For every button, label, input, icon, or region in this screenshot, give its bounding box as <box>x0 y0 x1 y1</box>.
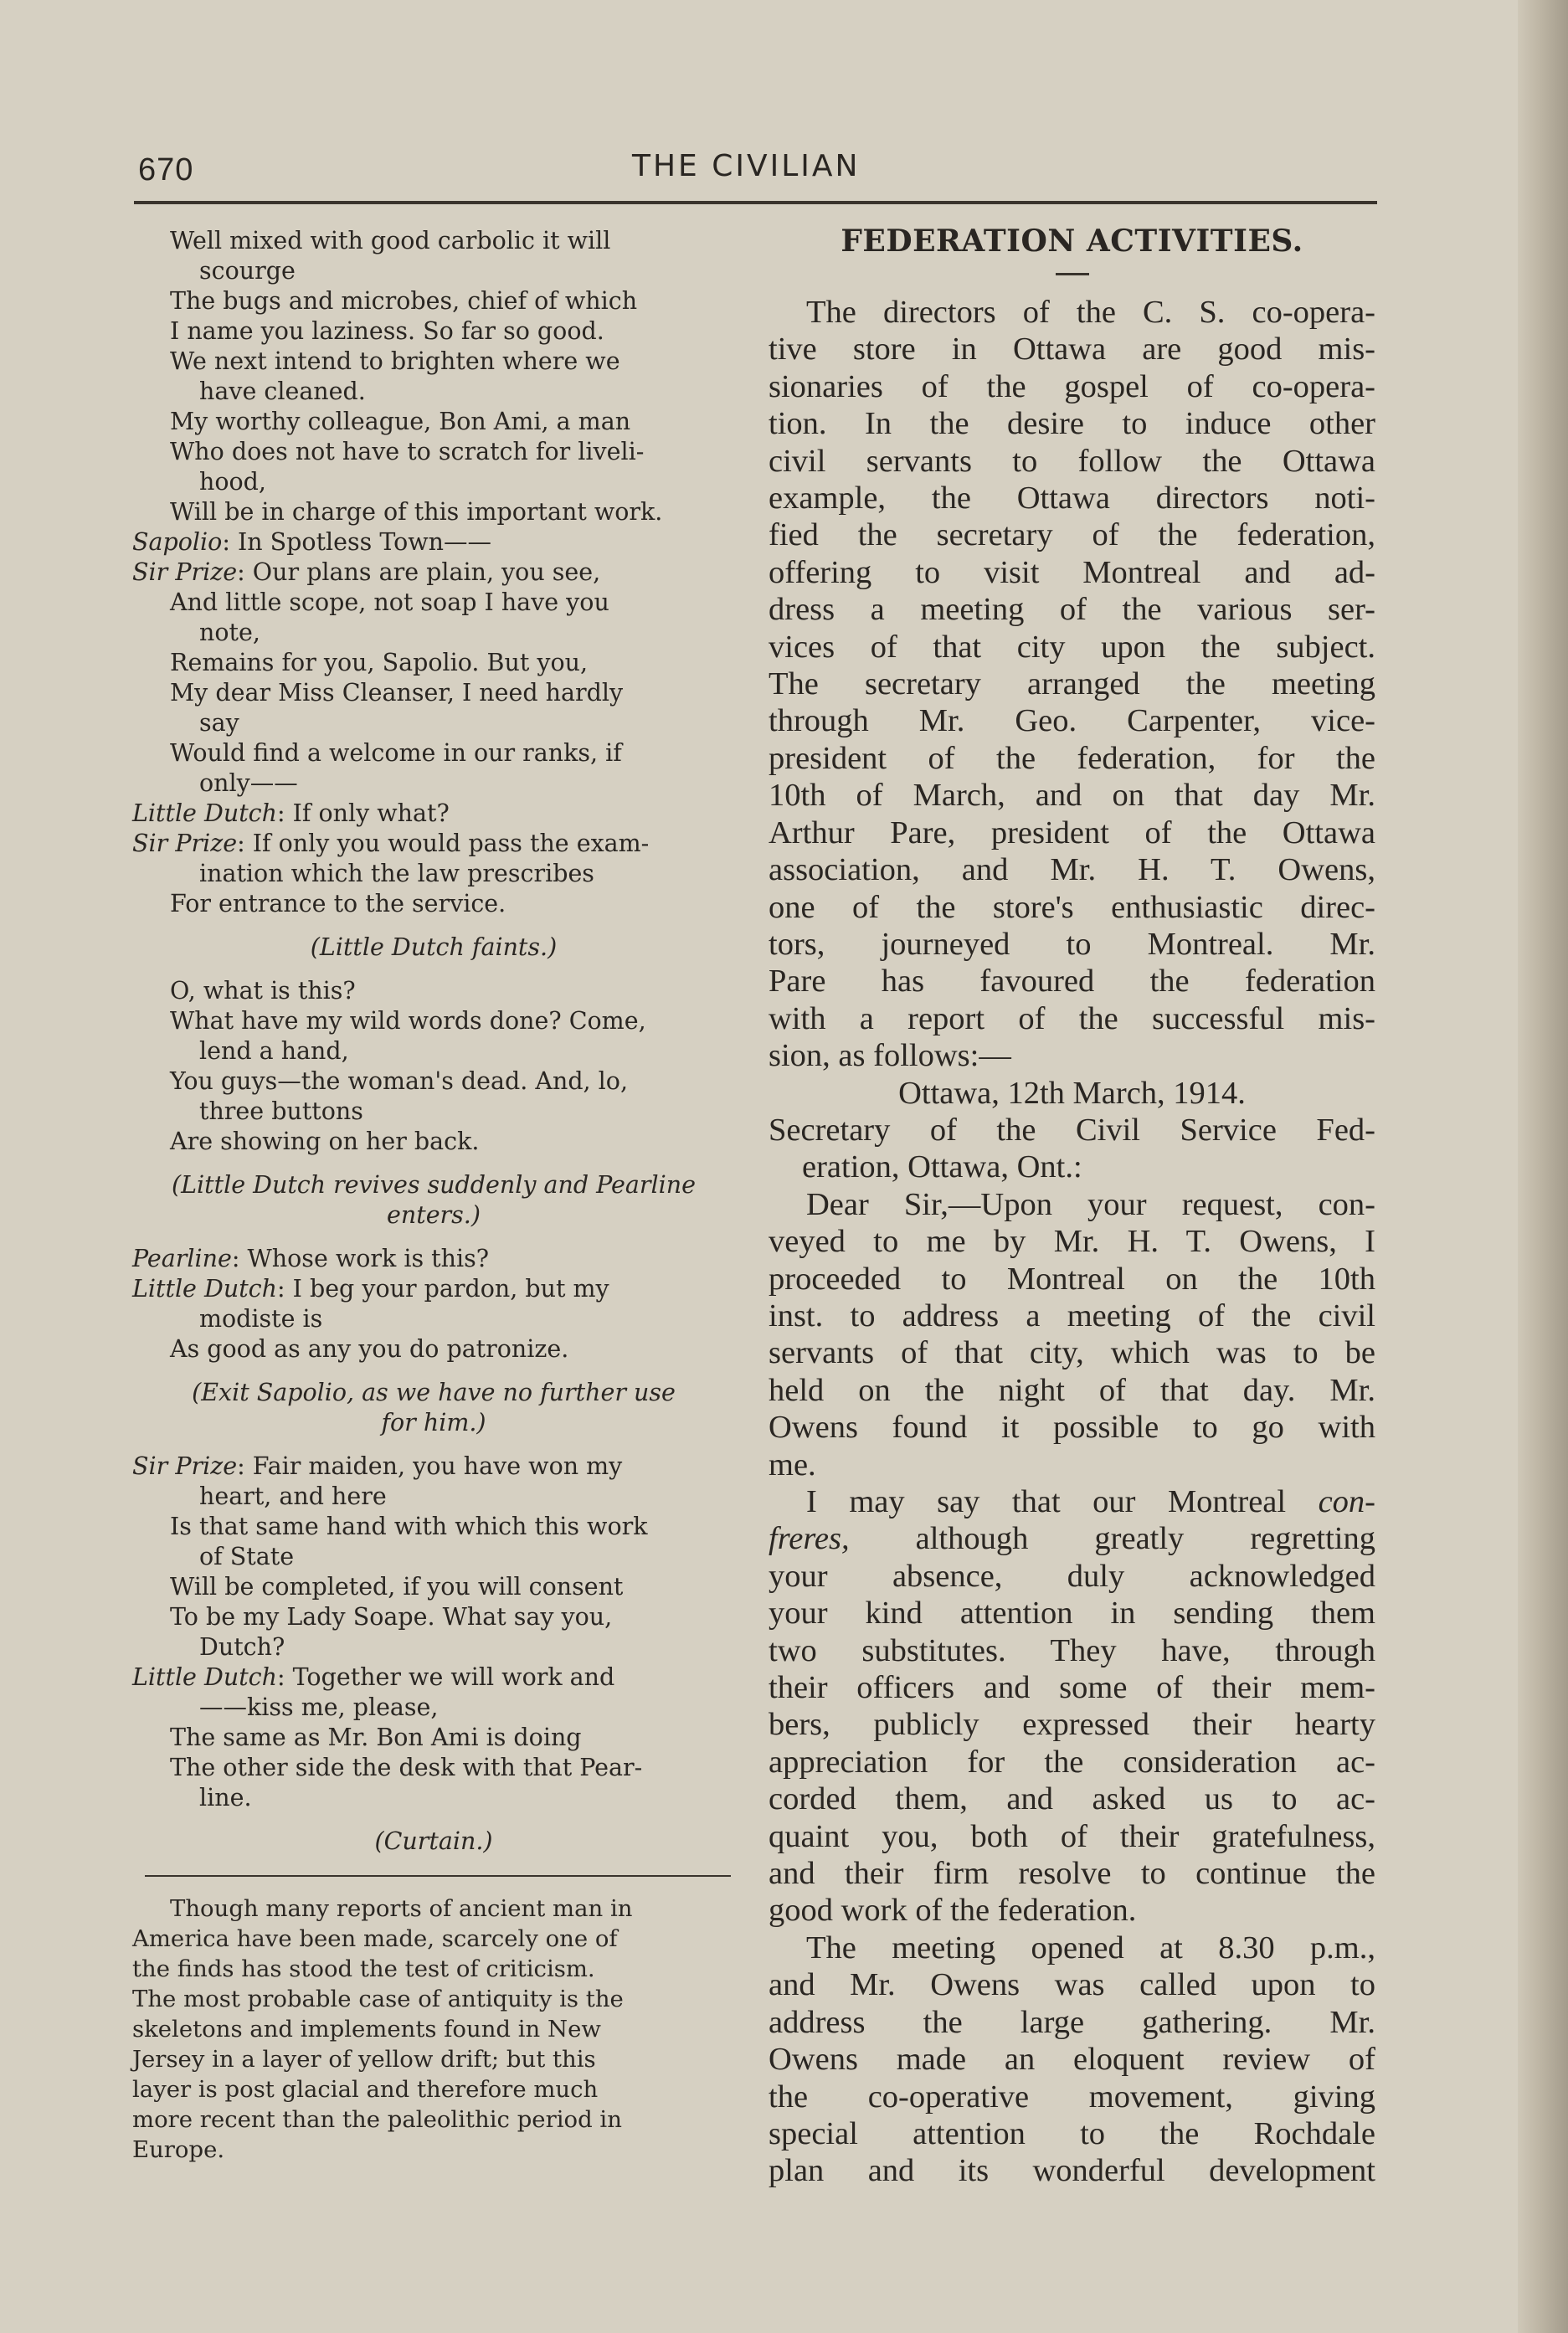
text-line: civil servants to follow the Ottawa <box>769 443 1375 479</box>
text-line <box>769 1520 1375 1557</box>
right-column <box>769 221 1375 2190</box>
verse-line: Are showing on her back. <box>170 1128 480 1155</box>
page-header <box>138 149 1377 199</box>
text-line: inst. to address a meeting of the civil <box>769 1298 1375 1334</box>
note-line: more recent than the paleolithic period in <box>132 2106 622 2133</box>
letter-address: Secretary of the Civil Service Fed- <box>769 1112 1375 1148</box>
text-line: the co-operative movement, giving <box>769 2079 1375 2115</box>
speech-sir-prize <box>132 1452 735 1482</box>
verse-line: Would find a welcome in our ranks, if <box>170 739 622 767</box>
speech-text: : I beg your pardon, but my <box>276 1275 609 1303</box>
verse-block-5 <box>132 1304 735 1364</box>
paragraph-1 <box>769 294 1375 1075</box>
verse-line: hood, <box>199 468 266 496</box>
speaker-name: Little Dutch <box>132 1663 277 1691</box>
text-run: although greatly regretting <box>849 1521 1375 1557</box>
speaker-name: Sir Prize <box>132 558 238 586</box>
text-line: special attention to the Rochdale <box>769 2115 1375 2151</box>
stage-line: (Exit Sapolio, as we have no further use <box>192 1379 676 1406</box>
stage-line: enters.) <box>387 1201 481 1229</box>
verse-line: Remains for you, Sapolio. But you, <box>170 649 589 676</box>
speech-sapolio <box>132 527 735 558</box>
text-line: proceeded to Montreal on the 10th <box>769 1261 1375 1297</box>
text-line: with a report of the successful mis- <box>769 1000 1375 1036</box>
verse-line: O, what is this? <box>170 977 356 1005</box>
verse-line: modiste is <box>199 1305 323 1333</box>
text-line: your absence, duly acknowledged <box>769 1558 1375 1594</box>
speech-text: : Fair maiden, you have won my <box>237 1452 623 1480</box>
text-line: tive store in Ottawa are good mis- <box>769 331 1375 367</box>
speech-text: : In Spotless Town—— <box>222 528 492 556</box>
speech-pearline <box>132 1244 735 1274</box>
verse-block-2 <box>132 588 735 799</box>
text-line: 10th of March, and on that day Mr. <box>769 778 1375 814</box>
verse-line: To be my Lady Soape. What say you, <box>170 1603 613 1631</box>
verse-line: The bugs and microbes, chief of which <box>170 287 638 315</box>
note-line: layer is post glacial and therefore much <box>132 2076 599 2103</box>
left-column <box>132 226 735 2165</box>
page-edge-shadow <box>1518 0 1568 2333</box>
text-line: plan and its wonderful development <box>769 2153 1375 2189</box>
stage-direction: (Little Dutch faints.) <box>310 933 558 961</box>
text-run: I may say that our Montreal <box>806 1484 1319 1519</box>
verse-block-1 <box>132 226 735 527</box>
text-line: vices of that city upon the subject. <box>769 629 1375 665</box>
italic-word: con- <box>1318 1484 1375 1519</box>
verse-line: For entrance to the service. <box>170 890 506 917</box>
text-line: fied the secretary of the federation, <box>769 517 1375 553</box>
text-line: association, and Mr. H. T. Owens, <box>769 852 1375 888</box>
verse-line: scourge <box>199 257 296 285</box>
text-line: and their firm resolve to continue the <box>769 1856 1375 1892</box>
verse-line: The same as Mr. Bon Ami is doing <box>170 1724 582 1751</box>
verse-line: line. <box>199 1784 252 1811</box>
speech-text: : Whose work is this? <box>231 1245 489 1272</box>
text-line: your kind attention in sending them <box>769 1596 1375 1632</box>
speaker-name: Little Dutch <box>132 799 277 827</box>
verse-line: three buttons <box>199 1097 363 1125</box>
headline-dash <box>1056 273 1089 275</box>
text-line: quaint you, both of their gratefulness, <box>769 1818 1375 1854</box>
text-line: me. <box>769 1447 816 1483</box>
paragraph-2 <box>769 1186 1375 1483</box>
section-divider <box>145 1875 731 1877</box>
speech-text: : Together we will work and <box>276 1663 615 1691</box>
note-line: America have been made, scarcely one of <box>132 1925 618 1952</box>
verse-line: You guys—the woman's dead. And, lo, <box>170 1067 629 1095</box>
text-line: sion, as follows:— <box>769 1038 1011 1074</box>
stage-direction <box>132 1378 735 1438</box>
speaker-name: Sir Prize <box>132 1452 238 1480</box>
paragraph-4 <box>769 1930 1375 2190</box>
text-line <box>769 1483 1375 1520</box>
verse-line: The other side the desk with that Pear- <box>170 1754 643 1781</box>
text-line: good work of the federation. <box>769 1893 1137 1929</box>
text-line: through Mr. Geo. Carpenter, vice- <box>769 703 1375 739</box>
text-line: their officers and some of their mem- <box>769 1670 1375 1706</box>
page-number: 670 <box>138 152 194 188</box>
verse-line: Dutch? <box>199 1633 285 1661</box>
text-line: address the large gathering. Mr. <box>769 2004 1375 2040</box>
text-line: held on the night of that day. Mr. <box>769 1372 1375 1408</box>
speech-little-dutch <box>132 799 735 829</box>
verse-line: As good as any you do patronize. <box>170 1335 569 1363</box>
text-line: offering to visit Montreal and ad- <box>769 554 1375 590</box>
verse-line: note, <box>199 619 260 646</box>
text-line: one of the store's enthusiastic direc- <box>769 889 1375 925</box>
verse-line: My worthy colleague, Bon Ami, a man <box>170 408 631 435</box>
note-line: skeletons and implements found in New <box>132 2016 601 2043</box>
verse-line: heart, and here <box>199 1483 387 1510</box>
text-line: two substitutes. They have, through <box>769 1632 1375 1668</box>
verse-line: Well mixed with good carbolic it will <box>170 227 611 254</box>
text-line: bers, publicly expressed their hearty <box>769 1707 1375 1743</box>
verse-line: Will be in charge of this important work. <box>170 498 663 526</box>
stage-line: for him.) <box>381 1409 486 1436</box>
text-line: Dear Sir,—Upon your request, con- <box>806 1186 1375 1222</box>
text-line: corded them, and asked us to ac- <box>769 1781 1375 1817</box>
header-rule <box>134 201 1377 204</box>
verse-block-6 <box>132 1482 735 1662</box>
paragraph-3 <box>769 1483 1375 1930</box>
verse-line: And little scope, not soap I have you <box>170 588 609 616</box>
verse-line: lend a hand, <box>199 1037 349 1065</box>
verse-line: ination which the law prescribes <box>199 860 594 887</box>
note-line: Jersey in a layer of yellow drift; but this <box>132 2046 596 2073</box>
speech-text: : If only what? <box>276 799 450 827</box>
text-line: president of the federation, for the <box>769 740 1375 776</box>
verse-block-4 <box>132 976 735 1157</box>
speaker-name: Little Dutch <box>132 1275 277 1303</box>
text-line: The meeting opened at 8.30 p.m., <box>806 1930 1375 1966</box>
verse-line: Who does not have to scratch for liveli- <box>170 438 645 465</box>
running-title: THE CIVILIAN <box>632 149 861 183</box>
speaker-name: Pearline <box>132 1245 232 1272</box>
speaker-name: Sir Prize <box>132 830 238 857</box>
verse-line: Will be completed, if you will consent <box>170 1573 624 1601</box>
speech-sir-prize <box>132 558 735 588</box>
speech-little-dutch <box>132 1274 735 1304</box>
verse-line: only—— <box>199 769 298 797</box>
text-line: servants of that city, which was to be <box>769 1335 1375 1371</box>
text-line: tors, journeyed to Montreal. Mr. <box>769 926 1375 962</box>
note-line: The most probable case of antiquity is the <box>132 1986 624 2012</box>
text-line: sionaries of the gospel of co-opera- <box>769 368 1375 404</box>
text-line: The secretary arranged the meeting <box>769 666 1375 702</box>
text-line: dress a meeting of the various ser- <box>769 592 1375 628</box>
verse-line: What have my wild words done? Come, <box>170 1007 646 1035</box>
text-line: Pare has favoured the federation <box>769 964 1375 999</box>
verse-line: Is that same hand with which this work <box>170 1513 648 1540</box>
text-line: example, the Ottawa directors noti- <box>769 480 1375 516</box>
letter-dateline: Ottawa, 12th March, 1914. <box>898 1075 1246 1111</box>
verse-line: We next intend to brighten where we <box>170 347 620 375</box>
science-note <box>132 1894 735 2165</box>
verse-block-3 <box>132 859 735 919</box>
text-line: Owens found it possible to go with <box>769 1410 1375 1446</box>
speaker-name: Sapolio <box>132 528 223 556</box>
italic-word: freres, <box>769 1521 850 1557</box>
note-line: Europe. <box>132 2136 225 2163</box>
verse-line: say <box>199 709 239 737</box>
stage-direction <box>132 1170 735 1231</box>
text-line: appreciation for the consideration ac- <box>769 1744 1375 1780</box>
verse-line: My dear Miss Cleanser, I need hardly <box>170 679 624 707</box>
speech-text: : If only you would pass the exam- <box>237 830 650 857</box>
text-line: The directors of the C. S. co-opera- <box>806 295 1375 330</box>
verse-line: have cleaned. <box>199 378 366 405</box>
note-line: Though many reports of ancient man in <box>170 1895 633 1922</box>
note-line: the finds has stood the test of criticism. <box>132 1955 595 1982</box>
stage-line: (Little Dutch revives suddenly and Pearline <box>172 1171 696 1199</box>
text-line: Arthur Pare, president of the Ottawa <box>769 814 1375 850</box>
speech-little-dutch <box>132 1662 735 1693</box>
verse-block-7 <box>132 1693 735 1813</box>
letter-address: eration, Ottawa, Ont.: <box>802 1149 1082 1185</box>
verse-line: of State <box>199 1543 295 1570</box>
speech-text: : Our plans are plain, you see, <box>237 558 601 586</box>
verse-line: I name you laziness. So far so good. <box>170 317 604 345</box>
text-line: Owens made an eloquent review of <box>769 2042 1375 2078</box>
text-line: and Mr. Owens was called upon to <box>769 1967 1375 2003</box>
article-headline: FEDERATION ACTIVITIES. <box>841 224 1303 259</box>
stage-direction-curtain: (Curtain.) <box>374 1827 493 1855</box>
text-line: veyed to me by Mr. H. T. Owens, I <box>769 1224 1375 1260</box>
verse-line: ——kiss me, please, <box>199 1693 439 1721</box>
text-line: tion. In the desire to induce other <box>769 406 1375 442</box>
speech-sir-prize <box>132 829 735 859</box>
